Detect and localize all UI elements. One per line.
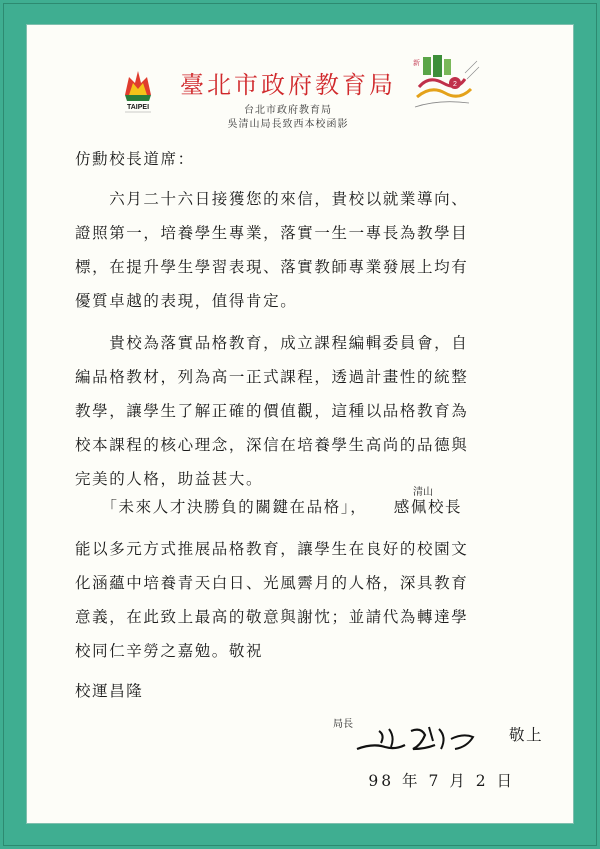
letterhead xyxy=(27,25,575,145)
subtitle-line-2: 吳清山局長致西本校函影 xyxy=(227,119,349,130)
letter-line: 證照第一，培養學生專業，落實一生一專長為教學目 xyxy=(75,224,469,242)
handwritten-signature-icon xyxy=(355,719,505,759)
letter-line: 編品格教材，列為高一正式課程，透過計畫性的統整 xyxy=(75,368,469,386)
salutation: 仿勳校長道席： xyxy=(75,150,195,168)
letter-paper xyxy=(26,24,574,824)
letter-line: 「未來人才決勝負的關鍵在品格」， 感佩校長 xyxy=(75,498,463,516)
svg-text:新: 新 xyxy=(413,59,420,67)
signer-title: 局長 xyxy=(333,719,353,730)
letter-line: 六月二十六日接獲您的來信，貴校以就業導向、 xyxy=(75,190,469,208)
taipei-logo-text: TAIPEI xyxy=(126,104,150,111)
letter-line: 意義，在此致上最高的敬意與謝忱；並請代為轉達學 xyxy=(75,608,469,626)
letter-line: 校同仁辛勞之嘉勉。敬祝 xyxy=(75,642,264,660)
letter-line: 能以多元方式推展品格教育，讓學生在良好的校園文 xyxy=(75,540,469,558)
letter-line: 校本課程的核心理念，深信在培養學生高尚的品德與 xyxy=(75,436,469,454)
taipei-logo-icon xyxy=(119,65,157,115)
closing-wish: 校運昌隆 xyxy=(75,682,144,700)
organization-title: 臺北市政府教育局 xyxy=(180,71,396,99)
inline-small-note: 清山 xyxy=(413,487,433,498)
letter-line: 教學，讓學生了解正確的價值觀，這種以品格教育為 xyxy=(75,402,469,420)
svg-text:2: 2 xyxy=(453,81,457,88)
letter-line: 化涵蘊中培養青天白日、光風霽月的人格，深具教育 xyxy=(75,574,469,592)
letter-line: 優質卓越的表現，值得肯定。 xyxy=(75,292,298,310)
letter-line: 完美的人格，助益甚大。 xyxy=(75,470,264,488)
subtitle-line-1: 台北市政府教育局 xyxy=(244,105,332,116)
letter-line: 標，在提升學生學習表現、落實教師專業發展上均有 xyxy=(75,258,469,276)
letter-line: 貴校為落實品格教育，成立課程編輯委員會，自 xyxy=(75,334,469,352)
letter-date: 98 年 7 月 2 日 xyxy=(368,772,515,790)
signature-block xyxy=(333,715,553,765)
school-emblem-icon xyxy=(409,53,481,115)
closing-respect: 敬上 xyxy=(509,726,544,744)
